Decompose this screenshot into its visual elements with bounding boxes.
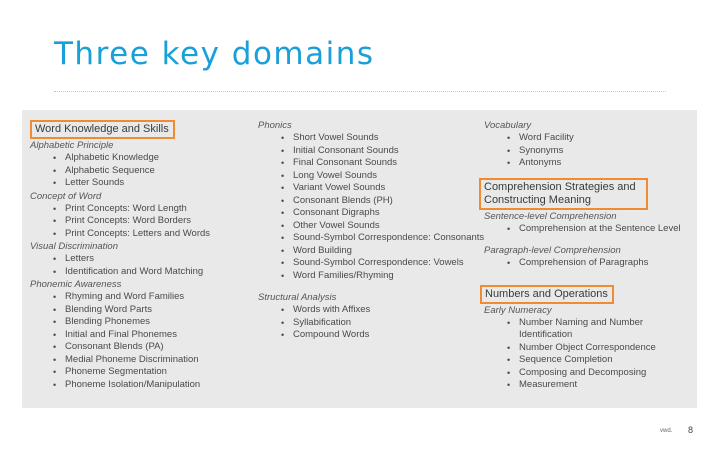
skill-item: • Blending Word Parts bbox=[30, 304, 260, 317]
section-title: Phonics bbox=[258, 120, 292, 131]
skill-item: • Comprehension of Paragraphs bbox=[484, 257, 694, 270]
skill-list bbox=[258, 132, 490, 282]
section-spacer bbox=[258, 282, 490, 291]
skill-item: • Antonyms bbox=[484, 157, 694, 170]
skill-list bbox=[30, 253, 260, 278]
skill-item: • Variant Vowel Sounds bbox=[258, 182, 490, 195]
skill-item: • Blending Phonemes bbox=[30, 316, 260, 329]
skill-item: • Sequence Completion bbox=[484, 354, 694, 367]
skill-list bbox=[484, 132, 694, 170]
comprehension-sections bbox=[484, 211, 694, 270]
title-divider bbox=[54, 91, 666, 92]
skill-item: • Compound Words bbox=[258, 329, 490, 342]
domain-header-comprehension: Comprehension Strategies and Constructing Meaning bbox=[479, 178, 648, 210]
skill-item: • Consonant Digraphs bbox=[258, 207, 490, 220]
section-title: Concept of Word bbox=[30, 190, 102, 202]
skill-item: • Number Object Correspondence bbox=[484, 342, 694, 355]
skill-item: • Syllabification bbox=[258, 317, 490, 330]
section-title: Structural Analysis bbox=[258, 292, 337, 303]
section-title: Sentence-level Comprehension bbox=[484, 210, 617, 222]
skill-item: • Words with Affixes bbox=[258, 304, 490, 317]
skill-item: • Word Families/Rhyming bbox=[258, 270, 490, 283]
section-title: Early Numeracy bbox=[484, 304, 552, 316]
skill-item: • Initial and Final Phonemes bbox=[30, 329, 260, 342]
skill-item: • Comprehension at the Sentence Level bbox=[484, 223, 694, 236]
skill-item: • Medial Phoneme Discrimination bbox=[30, 354, 260, 367]
skill-item: • Synonyms bbox=[484, 145, 694, 158]
skill-item: • Alphabetic Sequence bbox=[30, 165, 260, 178]
skill-item: • Consonant Blends (PH) bbox=[258, 195, 490, 208]
skill-item: • Print Concepts: Word Borders bbox=[30, 215, 260, 228]
section-title: Vocabulary bbox=[484, 120, 532, 131]
skill-item: • Final Consonant Sounds bbox=[258, 157, 490, 170]
slide-title: Three key domains bbox=[54, 36, 375, 72]
column-comprehension-numbers bbox=[484, 119, 694, 392]
section-title: Phonemic Awareness bbox=[30, 279, 122, 290]
skill-item: • Composing and Decomposing bbox=[484, 367, 694, 380]
vocabulary-section bbox=[484, 120, 694, 170]
section-title: Paragraph-level Comprehension bbox=[484, 245, 621, 256]
skill-item: • Consonant Blends (PA) bbox=[30, 341, 260, 354]
skill-item: • Word Building bbox=[258, 245, 490, 258]
skill-item: • Initial Consonant Sounds bbox=[258, 145, 490, 158]
domain-header-numbers: Numbers and Operations bbox=[480, 285, 614, 304]
skill-item: • Letter Sounds bbox=[30, 177, 260, 190]
column-word-knowledge bbox=[30, 119, 260, 391]
skill-list bbox=[30, 291, 260, 391]
skill-item: • Phoneme Isolation/Manipulation bbox=[30, 379, 260, 392]
skill-list bbox=[30, 203, 260, 241]
column2-sections bbox=[258, 120, 490, 342]
domain-header-word-knowledge: Word Knowledge and Skills bbox=[30, 120, 175, 139]
skill-item: • Identification and Word Matching bbox=[30, 266, 260, 279]
skill-item: • Phoneme Segmentation bbox=[30, 366, 260, 379]
section-title: Visual Discrimination bbox=[30, 241, 118, 252]
skill-list bbox=[484, 317, 694, 392]
column1-sections bbox=[30, 140, 260, 391]
skill-item: • Other Vowel Sounds bbox=[258, 220, 490, 233]
column-phonics bbox=[258, 119, 490, 342]
skill-list bbox=[30, 152, 260, 190]
page-number: 8 bbox=[688, 425, 694, 435]
domains-panel bbox=[22, 110, 697, 408]
skill-item: • Print Concepts: Letters and Words bbox=[30, 228, 260, 241]
skill-item: • Word Facility bbox=[484, 132, 694, 145]
skill-item: • Print Concepts: Word Length bbox=[30, 203, 260, 216]
skill-item: • Sound-Symbol Correspondence: Vowels bbox=[258, 257, 490, 270]
skill-list bbox=[258, 304, 490, 342]
skill-list bbox=[484, 257, 694, 270]
skill-item: • Letters bbox=[30, 253, 260, 266]
skill-item: • Alphabetic Knowledge bbox=[30, 152, 260, 165]
skill-item: • Short Vowel Sounds bbox=[258, 132, 490, 145]
skill-item: • Number Naming and Number Identification bbox=[484, 317, 694, 342]
skill-item: • Sound-Symbol Correspondence: Consonants bbox=[258, 232, 490, 245]
skill-item: • Rhyming and Word Families bbox=[30, 291, 260, 304]
section-spacer bbox=[484, 235, 694, 244]
footer-logo-text: vwd. bbox=[660, 428, 673, 434]
skill-item: • Long Vowel Sounds bbox=[258, 170, 490, 183]
skill-item: • Measurement bbox=[484, 379, 694, 392]
skill-list bbox=[484, 223, 694, 236]
section-title: Alphabetic Principle bbox=[30, 140, 114, 151]
numbers-section bbox=[484, 305, 694, 392]
